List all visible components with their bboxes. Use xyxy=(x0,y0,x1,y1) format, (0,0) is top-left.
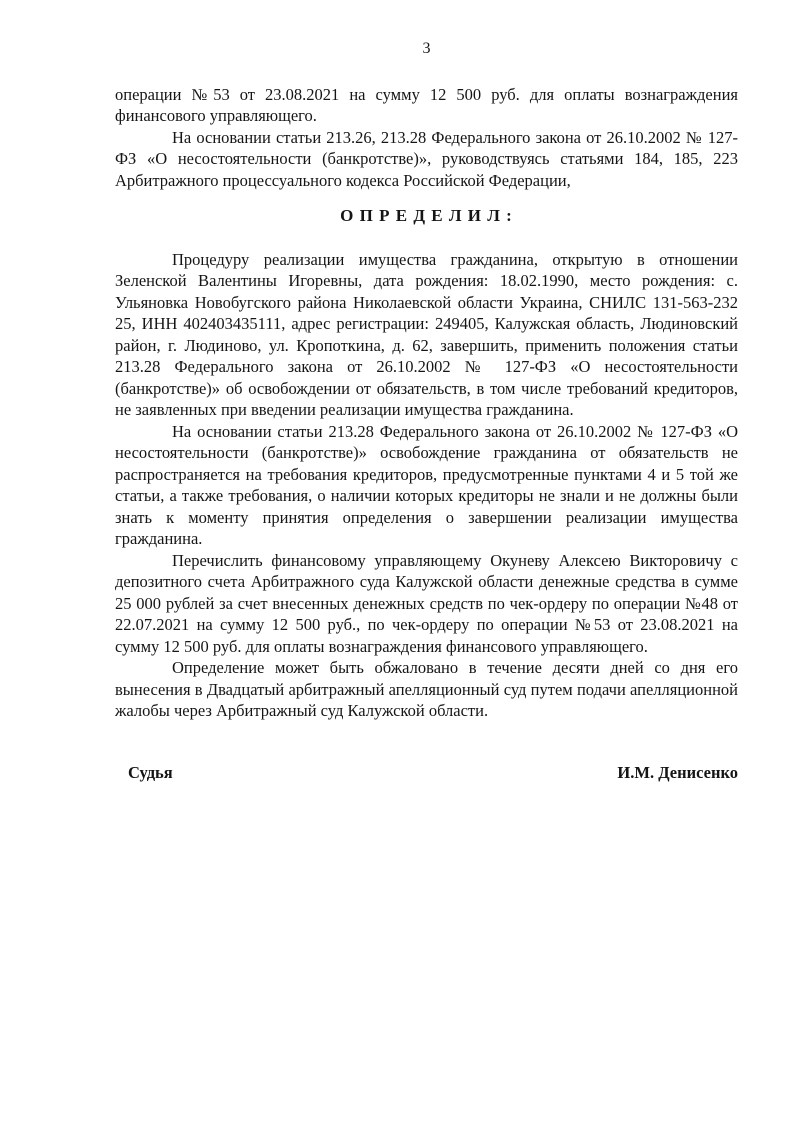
signature-block xyxy=(115,762,738,784)
ruling-heading: О П Р Е Д Е Л И Л : xyxy=(340,206,513,225)
signature-name: И.М. Денисенко xyxy=(617,762,738,782)
ruling-paragraph-payment-order: Перечислить финансовому управляющему Окуневу Алексею Викторовичу с депозитного счета Арбитражного суда Калужской области денежные средства в сумме 25 000 рублей за счет внесенных денежных средств по чек-ордеру по операции №48 от 22.07.2021 на сумму 12 500 руб., по чек-ордеру по операции №53 от 23.08.2021 на сумму 12 500 руб. для оплаты вознаграждения финансового управляющего. xyxy=(115,550,738,656)
ruling-paragraph-exemptions: На основании статьи 213.28 Федерального закона от 26.10.2002 № 127-ФЗ «О несостоятельности (банкротстве)» освобождение гражданина от обязательств не распространяется на требования кредиторов, предусмотренные пунктами 4 и 5 той же статьи, а также требования, о наличии которых кредиторы не знали и не должны были знать к моменту принятия определения о завершении реализации имущества гражданина. xyxy=(115,421,738,548)
paragraph-legal-basis: На основании статьи 213.26, 213.28 Федерального закона от 26.10.2002 № 127-ФЗ «О несостоятельности (банкротстве)», руководствуясь статьями 184, 185, 223 Арбитражного процессуального кодекса Российской Федерации, xyxy=(115,127,738,190)
page-number: 3 xyxy=(422,40,431,57)
signature-role: Судья xyxy=(128,762,173,782)
paragraph-payment-continuation: операции №53 от 23.08.2021 на сумму 12 500 руб. для оплаты вознаграждения финансового управляющего. xyxy=(115,84,738,125)
ruling-paragraph-completion: Процедуру реализации имущества гражданина, открытую в отношении Зеленской Валентины Игоревны, дата рождения: 18.02.1990, место рождения: с. Ульяновка Новобугского района Николаевской области Украина, СНИЛС 131-563-232 25, ИНН 402403435111, адрес регистрации: 249405, Калужская область, Людиновский район, г. Людиново, ул. Кропоткина, д. 62, завершить, применить положения статьи 213.28 Федерального закона от 26.10.2002 № 127-ФЗ «О несостоятельности (банкротстве)» об освобождении от обязательств, в том числе требований кредиторов, не заявленных при введении реализации имущества гражданина. xyxy=(115,249,738,419)
ruling-paragraph-appeal: Определение может быть обжаловано в течение десяти дней со дня его вынесения в Двадцатый арбитражный апелляционный суд путем подачи апелляционной жалобы через Арбитражный суд Калужской области. xyxy=(115,658,738,720)
